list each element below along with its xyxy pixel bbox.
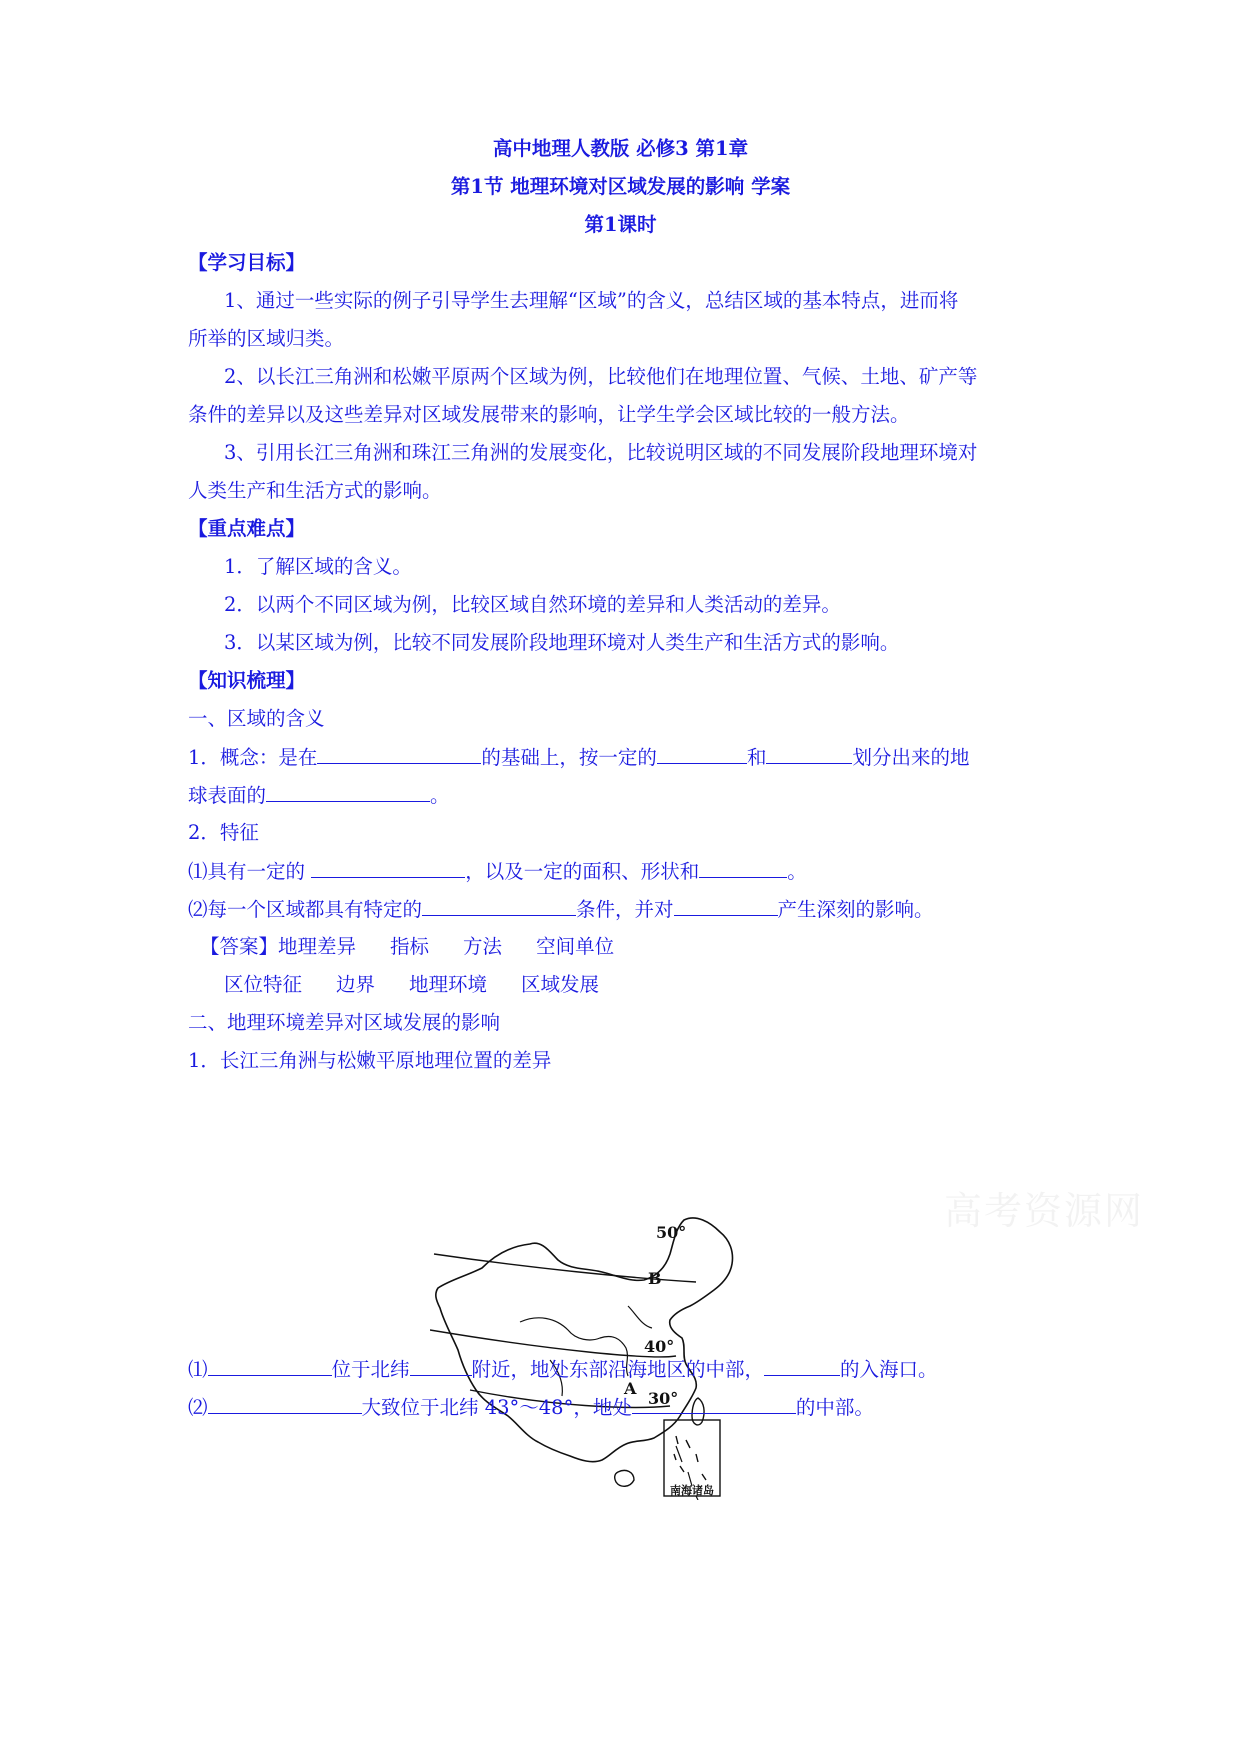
concept-blank-4[interactable] (266, 781, 430, 802)
feature-blank-3[interactable] (422, 895, 576, 916)
concept-blank-1[interactable] (317, 743, 481, 764)
answer-item: 指标 (390, 935, 430, 958)
question-text: 的入海口。 (840, 1358, 938, 1381)
concept-text: 球表面的 (188, 784, 267, 807)
answer-row-2 (224, 971, 1104, 999)
inset-islands (674, 1436, 706, 1480)
keypoint-3: 3．以某区域为例，比较不同发展阶段地理环境对人类生产和生活方式的影响。 (224, 631, 900, 654)
section2-title: 二、地理环境差异对区域发展的影响 (188, 1011, 501, 1034)
region-a-label: A (624, 1379, 637, 1398)
objective-1b: 所举的区域归类。 (188, 327, 345, 350)
doc-title-line2: 第1节 地理环境对区域发展的影响 学案 (450, 175, 791, 198)
answer-item: 地理差异 (278, 935, 357, 958)
keypoint-1: 1．了解区域的含义。 (224, 555, 412, 578)
feature-text: 产生深刻的影响。 (777, 898, 934, 921)
concept-line1 (188, 743, 1068, 772)
question-blank-4[interactable] (208, 1393, 362, 1414)
objective-2b: 条件的差异以及这些差异对区域发展带来的影响，让学生学会区域比较的一般方法。 (188, 403, 910, 426)
inner-boundary (628, 1306, 652, 1328)
latitude-40-line (430, 1330, 676, 1357)
answer-item: 地理环境 (409, 973, 488, 996)
feature-text: ，以及一定的面积、形状和 (465, 860, 700, 883)
region-b-label: B (648, 1269, 662, 1288)
concept-text: 划分出来的地 (852, 746, 970, 769)
concept-line2 (188, 781, 1068, 810)
objective-1a: 1、通过一些实际的例子引导学生去理解“区域”的含义，总结区域的基本特点，进而将 (224, 289, 959, 312)
objective-3b: 人类生产和生活方式的影响。 (188, 479, 442, 502)
hainan-island (615, 1470, 634, 1486)
keypoints-heading: 【重点难点】 (188, 517, 306, 540)
objectives-heading: 【学习目标】 (188, 251, 306, 274)
feature-blank-2[interactable] (699, 857, 787, 878)
answer-item: 方法 (463, 935, 503, 958)
concept-blank-3[interactable] (766, 743, 852, 764)
doc-title-line3: 第1课时 (584, 213, 657, 236)
concept-text: 的基础上，按一定的 (481, 746, 657, 769)
subsection-1-title: 1．长江三角洲与松嫩平原地理位置的差异 (188, 1049, 552, 1072)
answer-item: 区位特征 (224, 973, 303, 996)
knowledge-heading: 【知识梳理】 (188, 669, 306, 692)
question-text: 大致位于北纬 43°～48°，地处 (361, 1396, 632, 1419)
feature-text: 。 (787, 860, 807, 883)
question-blank-2[interactable] (410, 1355, 472, 1376)
question-text: ⑵ (188, 1396, 208, 1419)
concept-text: 和 (746, 746, 767, 769)
latitude-30-label: 30° (648, 1389, 679, 1408)
answer-label: 【答案】 (200, 935, 279, 958)
answer-item: 边界 (336, 973, 376, 996)
objective-2a: 2、以长江三角洲和松嫩平原两个区域为例，比较他们在地理位置、气候、土地、矿产等 (224, 365, 978, 388)
feature-blank-4[interactable] (674, 895, 778, 916)
answer-row-1 (200, 933, 1080, 961)
question-text: 位于北纬 (331, 1358, 410, 1381)
question-blank-1[interactable] (208, 1355, 332, 1376)
inset-label: 南海诸岛 (670, 1484, 714, 1497)
feature-text: ⑵每一个区域都具有特定的 (188, 898, 423, 921)
feature-blank-1[interactable] (311, 857, 465, 878)
feature-2 (188, 895, 1068, 924)
question-1 (188, 1355, 1068, 1384)
question-2 (188, 1393, 1068, 1422)
watermark: 高考资源网 (944, 1189, 1145, 1233)
feature-text: ⑴具有一定的 (188, 860, 312, 883)
question-text: ⑴ (188, 1358, 208, 1381)
question-blank-3[interactable] (764, 1355, 840, 1376)
question-blank-5[interactable] (632, 1393, 796, 1414)
concept-text: 1．概念：是在 (188, 746, 318, 769)
feature-1 (188, 857, 1068, 886)
answer-item: 空间单位 (536, 935, 615, 958)
question-text: 附近，地处东部沿海地区的中部， (471, 1358, 765, 1381)
answer-item: 区域发展 (521, 973, 600, 996)
concept-blank-2[interactable] (657, 743, 747, 764)
objective-3a: 3、引用长江三角洲和珠江三角洲的发展变化，比较说明区域的不同发展阶段地理环境对 (224, 441, 978, 464)
feature-title: 2．特征 (188, 821, 259, 844)
question-text: 的中部。 (795, 1396, 874, 1419)
doc-title-line1: 高中地理人教版 必修3 第1章 (492, 137, 749, 160)
section1-title: 一、区域的含义 (188, 707, 325, 730)
concept-text: 。 (430, 784, 450, 807)
feature-text: 条件，并对 (576, 898, 674, 921)
latitude-50-label: 50° (656, 1223, 687, 1242)
keypoint-2: 2．以两个不同区域为例，比较区域自然环境的差异和人类活动的差异。 (224, 593, 841, 616)
latitude-40-label: 40° (644, 1337, 675, 1356)
